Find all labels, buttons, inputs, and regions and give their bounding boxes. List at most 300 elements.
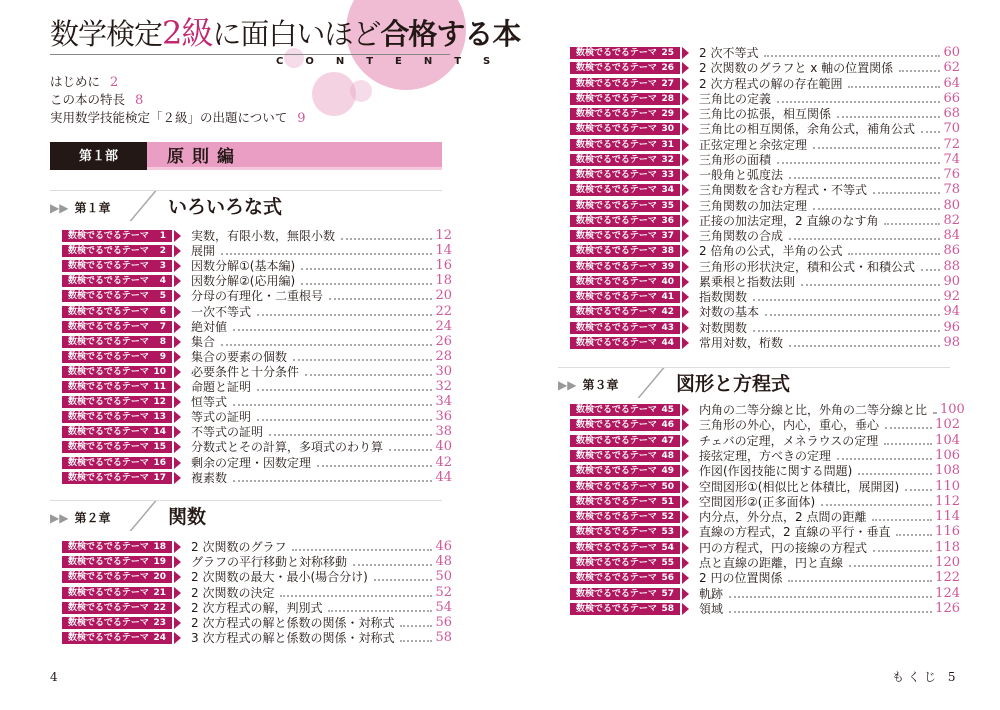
theme-badge: 数検でるでるテーマ 29 <box>570 108 680 120</box>
book-title: 数学検定2級に面白いほど合格する本 <box>50 14 521 52</box>
entry-page: 38 <box>435 424 452 440</box>
entry-title: 内角の二等分線と比，外角の二等分線と比 <box>699 403 930 417</box>
entry-title: 3 次方程式の解と係数の関係・対称式 <box>191 631 397 645</box>
leader-dots <box>729 590 932 598</box>
arrow-icon <box>682 62 689 74</box>
arrow-icon <box>682 200 689 212</box>
arrow-icon <box>174 602 181 614</box>
entry-title: 複素数 <box>191 471 230 485</box>
leader-dots <box>873 544 932 552</box>
arrow-icon <box>174 230 181 242</box>
play-icon: ▶▶ <box>50 511 69 525</box>
entry-title: 正接の加法定理，2 直線のなす角 <box>699 214 881 228</box>
arrow-icon <box>682 78 689 90</box>
arrow-icon <box>174 275 181 287</box>
arrow-icon <box>682 322 689 334</box>
arrow-icon <box>682 603 689 615</box>
leader-dots <box>233 474 432 482</box>
entry-page: 60 <box>943 45 960 60</box>
entry-page: 118 <box>935 539 960 555</box>
leader-dots <box>328 604 432 612</box>
toc-entry[interactable] <box>570 510 960 524</box>
toc-entry[interactable] <box>570 464 960 478</box>
arrow-icon <box>682 245 689 257</box>
entry-title: 三角関数の合成 <box>699 229 786 243</box>
entry-title: 2 次関数の決定 <box>191 586 277 600</box>
toc-entry[interactable] <box>62 586 452 600</box>
entry-title: 三角形の面積 <box>699 153 774 167</box>
arrow-icon <box>682 542 689 554</box>
leader-dots <box>389 443 432 451</box>
entry-title: 三角形の形状決定，積和公式・和積公式 <box>699 260 918 274</box>
leader-dots <box>765 308 940 316</box>
arrow-icon <box>682 526 689 538</box>
arrow-icon <box>174 351 181 363</box>
leader-dots <box>848 247 940 255</box>
theme-badge: 数検でるでるテーマ 46 <box>570 419 680 431</box>
theme-badge: 数検でるでるテーマ 47 <box>570 435 680 447</box>
toc-entry[interactable] <box>62 601 452 615</box>
entry-title: 内分点，外分点，2 点間の距離 <box>699 510 869 524</box>
theme-badge: 数検でるでるテーマ 52 <box>570 511 680 523</box>
part-banner: 第１部 原則編 <box>50 142 442 170</box>
leader-dots <box>729 605 932 613</box>
entry-title: 指数関数 <box>699 290 750 304</box>
arrow-icon <box>174 457 181 469</box>
toc-entry[interactable] <box>570 587 960 601</box>
entry-page: 90 <box>943 273 960 289</box>
toc-entry[interactable] <box>570 153 960 167</box>
theme-badge: 数検でるでるテーマ 49 <box>570 465 680 477</box>
theme-badge: 数検でるでるテーマ 45 <box>570 404 680 416</box>
leader-dots <box>848 80 940 88</box>
entry-page: 102 <box>935 417 960 433</box>
entry-title: 剰余の定理・因数定理 <box>191 456 314 470</box>
entry-title: 等式の証明 <box>191 410 254 424</box>
entry-page: 92 <box>943 289 960 305</box>
entry-page: 70 <box>943 121 960 137</box>
theme-badge: 数検でるでるテーマ 38 <box>570 245 680 257</box>
intro-link[interactable]: 実用数学技能検定「２級」の出題について 9 <box>50 110 306 126</box>
arrow-icon <box>682 230 689 242</box>
toc-entry[interactable] <box>570 449 960 463</box>
entry-page: 54 <box>435 599 452 615</box>
toc-entry[interactable] <box>62 244 452 258</box>
toc-entry[interactable] <box>570 122 960 136</box>
toc-entry[interactable] <box>570 418 960 432</box>
theme-badge: 数検でるでるテーマ 22 <box>62 602 172 614</box>
toc-entry[interactable] <box>62 440 452 454</box>
toc-entry[interactable] <box>570 434 960 448</box>
leader-dots <box>764 49 940 57</box>
leader-dots <box>293 353 432 361</box>
arrow-icon <box>682 337 689 349</box>
leader-dots <box>849 559 932 567</box>
toc-entry[interactable] <box>570 260 960 274</box>
toc-entry[interactable] <box>62 274 452 288</box>
entry-title: 空間図形①(相似比と体積比，展開図) <box>699 480 902 494</box>
entry-title: 2 次関数のグラフと x 軸の位置関係 <box>699 61 896 75</box>
theme-badge: 数検でるでるテーマ 39 <box>570 261 680 273</box>
entry-title: 集合の要素の個数 <box>191 350 290 364</box>
entry-title: 空間図形②(正多面体) <box>699 495 818 509</box>
theme-badge: 数検でるでるテーマ 17 <box>62 472 172 484</box>
toc-entry[interactable] <box>570 525 960 539</box>
entry-page: 66 <box>943 90 960 106</box>
entry-page: 98 <box>943 334 960 350</box>
arrow-icon <box>174 290 181 302</box>
toc-entry[interactable] <box>570 199 960 213</box>
toc-entry[interactable] <box>62 380 452 394</box>
leader-dots <box>400 634 432 642</box>
toc-entry[interactable] <box>62 616 452 630</box>
entry-page: 28 <box>435 348 452 364</box>
toc-entry[interactable] <box>62 395 452 409</box>
entry-page: 108 <box>935 463 960 479</box>
toc-entry[interactable] <box>570 480 960 494</box>
entry-page: 126 <box>935 600 960 616</box>
entry-title: 命題と証明 <box>191 380 254 394</box>
entry-page: 114 <box>935 509 960 525</box>
toc-entry[interactable] <box>62 471 452 485</box>
theme-badge: 数検でるでるテーマ 42 <box>570 306 680 318</box>
entry-page: 50 <box>435 569 452 585</box>
theme-badge: 数検でるでるテーマ 57 <box>570 588 680 600</box>
theme-badge: 数検でるでるテーマ 5 <box>62 290 172 302</box>
entry-title: 常用対数，桁数 <box>699 336 786 350</box>
theme-badge: 数検でるでるテーマ 40 <box>570 276 680 288</box>
toc-entry[interactable] <box>570 402 965 417</box>
toc-entry[interactable] <box>62 631 452 645</box>
arrow-icon <box>174 366 181 378</box>
arrow-icon <box>682 404 689 416</box>
toc-entry[interactable] <box>570 168 960 182</box>
leader-dots <box>905 483 932 491</box>
entry-title: 接弦定理，方べきの定理 <box>699 449 834 463</box>
theme-badge: 数検でるでるテーマ 3 <box>62 260 172 272</box>
entry-title: 一次不等式 <box>191 305 254 319</box>
theme-badge: 数検でるでるテーマ 41 <box>570 291 680 303</box>
theme-badge: 数検でるでるテーマ 16 <box>62 457 172 469</box>
entry-title: 対数関数 <box>699 321 750 335</box>
arrow-icon <box>682 123 689 135</box>
entry-page: 30 <box>435 363 452 379</box>
arrow-icon <box>174 306 181 318</box>
entry-title: 分母の有理化・二重根号 <box>191 289 326 303</box>
arrow-icon <box>174 411 181 423</box>
arrow-icon <box>682 184 689 196</box>
toc-entry[interactable] <box>570 556 960 570</box>
entry-page: 120 <box>935 555 960 570</box>
entry-title: 2 次方程式の解，判別式 <box>191 601 325 615</box>
arrow-icon <box>682 557 689 569</box>
leader-dots <box>933 406 937 414</box>
arrow-icon <box>174 556 181 568</box>
entry-page: 88 <box>943 258 960 274</box>
toc-entry[interactable] <box>570 571 960 585</box>
theme-badge: 数検でるでるテーマ 12 <box>62 396 172 408</box>
toc-entry[interactable] <box>570 92 960 106</box>
arrow-icon <box>174 587 181 599</box>
arrow-icon <box>174 472 181 484</box>
leader-dots <box>896 528 932 536</box>
entry-title: 展開 <box>191 244 218 258</box>
arrow-icon <box>682 511 689 523</box>
leader-dots <box>801 278 940 286</box>
entry-page: 20 <box>435 288 452 304</box>
toc-entry[interactable] <box>62 289 452 303</box>
theme-badge: 数検でるでるテーマ 43 <box>570 322 680 334</box>
theme-badge: 数検でるでるテーマ 48 <box>570 450 680 462</box>
toc-entry[interactable] <box>570 61 960 75</box>
leader-dots <box>341 232 432 240</box>
entry-title: 一般角と弧度法 <box>699 168 786 182</box>
theme-badge: 数検でるでるテーマ 28 <box>570 93 680 105</box>
leader-dots <box>257 383 432 391</box>
arrow-icon <box>682 215 689 227</box>
leader-dots <box>374 573 433 581</box>
entry-title: 三角関数の加法定理 <box>699 199 810 213</box>
toc-entry[interactable] <box>570 541 960 555</box>
decor-circle <box>350 80 372 102</box>
leader-dots <box>813 202 940 210</box>
arrow-icon <box>682 291 689 303</box>
toc-entry[interactable] <box>62 555 452 569</box>
theme-badge: 数検でるでるテーマ 55 <box>570 557 680 569</box>
entry-title: チェバの定理，メネラウスの定理 <box>699 434 881 448</box>
arrow-icon <box>174 426 181 438</box>
entry-page: 124 <box>935 585 960 601</box>
entry-page: 74 <box>943 151 960 167</box>
entry-page: 72 <box>943 136 960 152</box>
arrow-icon <box>174 336 181 348</box>
arrow-icon <box>682 139 689 151</box>
arrow-icon <box>174 541 181 553</box>
entry-page: 80 <box>943 197 960 213</box>
arrow-icon <box>682 47 689 59</box>
theme-badge: 数検でるでるテーマ 27 <box>570 78 680 90</box>
theme-badge: 数検でるでるテーマ 13 <box>62 411 172 423</box>
toc-entry[interactable] <box>570 46 960 60</box>
leader-dots <box>873 186 940 194</box>
toc-entry[interactable] <box>570 602 960 616</box>
entry-title: 三角比の定義 <box>699 92 774 106</box>
leader-dots <box>789 339 940 347</box>
entry-title: 因数分解①(基本編) <box>191 259 298 273</box>
leader-dots <box>221 247 432 255</box>
arrow-icon <box>682 450 689 462</box>
toc-entry[interactable] <box>62 320 452 334</box>
toc-entry[interactable] <box>570 229 960 243</box>
entry-title: 正弦定理と余弦定理 <box>699 138 810 152</box>
theme-badge: 数検でるでるテーマ 6 <box>62 306 172 318</box>
entry-page: 82 <box>943 212 960 228</box>
leader-dots <box>233 323 432 331</box>
arrow-icon <box>174 632 181 644</box>
theme-badge: 数検でるでるテーマ 54 <box>570 542 680 554</box>
chapter-heading: ▶▶ 第２章 関数 <box>50 500 442 533</box>
theme-badge: 数検でるでるテーマ 26 <box>570 62 680 74</box>
toc-entry[interactable] <box>62 365 452 379</box>
toc-entry[interactable] <box>570 138 960 152</box>
leader-dots <box>753 293 940 301</box>
theme-badge: 数検でるでるテーマ 24 <box>62 632 172 644</box>
theme-badge: 数検でるでるテーマ 8 <box>62 336 172 348</box>
entry-title: 領域 <box>699 602 726 616</box>
entry-page: 86 <box>943 243 960 259</box>
toc-entry[interactable] <box>62 410 452 424</box>
arrow-icon <box>174 260 181 272</box>
arrow-icon <box>682 108 689 120</box>
entry-page: 12 <box>435 228 452 243</box>
toc-entry[interactable] <box>570 244 960 258</box>
leader-dots <box>233 398 432 406</box>
entry-title: 集合 <box>191 335 218 349</box>
title-rule <box>50 54 450 55</box>
entry-title: 円の方程式，円の接線の方程式 <box>699 541 870 555</box>
entry-page: 42 <box>435 454 452 470</box>
entry-title: 実数，有限小数，無限小数 <box>191 229 338 243</box>
entry-page: 112 <box>935 493 960 509</box>
leader-dots <box>884 437 932 445</box>
leader-dots <box>301 277 432 285</box>
entry-page: 76 <box>943 167 960 183</box>
theme-badge: 数検でるでるテーマ 25 <box>570 47 680 59</box>
entry-title: 必要条件と十分条件 <box>191 365 302 379</box>
entry-page: 34 <box>435 394 452 410</box>
play-icon: ▶▶ <box>558 378 577 392</box>
intro-link[interactable]: この本の特長 8 <box>50 92 144 108</box>
toc-entry[interactable] <box>62 259 452 273</box>
toc-entry[interactable] <box>62 570 452 584</box>
leader-dots <box>221 338 432 346</box>
entry-title: 2 次関数のグラフ <box>191 540 289 554</box>
arrow-icon <box>682 496 689 508</box>
leader-dots <box>899 64 940 72</box>
entry-page: 14 <box>435 243 452 259</box>
theme-badge: 数検でるでるテーマ 33 <box>570 169 680 181</box>
toc-entry[interactable] <box>570 336 960 350</box>
arrow-icon <box>682 481 689 493</box>
entry-title: 2 倍角の公式，半角の公式 <box>699 244 845 258</box>
leader-dots <box>789 232 940 240</box>
entry-page: 48 <box>435 554 452 570</box>
decor-circle <box>312 72 356 116</box>
toc-entry[interactable] <box>570 183 960 197</box>
theme-badge: 数検でるでるテーマ 10 <box>62 366 172 378</box>
toc-entry[interactable] <box>570 321 960 335</box>
entry-page: 104 <box>935 432 960 448</box>
leader-dots <box>921 125 940 133</box>
leader-dots <box>329 292 432 300</box>
toc-entry[interactable] <box>570 495 960 509</box>
entry-page: 36 <box>435 409 452 425</box>
entry-title: 2 次方程式の解の存在範囲 <box>699 77 845 91</box>
leader-dots <box>821 498 932 506</box>
arrow-icon <box>174 396 181 408</box>
intro-link[interactable]: はじめに 2 <box>50 74 119 90</box>
theme-badge: 数検でるでるテーマ 18 <box>62 541 172 553</box>
arrow-icon <box>174 321 181 333</box>
leader-dots <box>269 428 432 436</box>
leader-dots <box>885 421 932 429</box>
leader-dots <box>777 156 940 164</box>
theme-badge: 数検でるでるテーマ 44 <box>570 337 680 349</box>
entry-title: 点と直線の距離，円と直線 <box>699 556 846 570</box>
leader-dots <box>858 467 932 475</box>
theme-badge: 数検でるでるテーマ 36 <box>570 215 680 227</box>
theme-badge: 数検でるでるテーマ 19 <box>62 556 172 568</box>
leader-dots <box>257 308 432 316</box>
leader-dots <box>292 543 432 551</box>
entry-page: 16 <box>435 258 452 274</box>
toc-entry[interactable] <box>62 305 452 319</box>
toc-entry[interactable] <box>62 456 452 470</box>
entry-title: 直線の方程式，2 直線の平行・垂直 <box>699 525 893 539</box>
entry-title: 2 次関数の最大・最小(場合分け) <box>191 570 371 584</box>
leader-dots <box>305 368 432 376</box>
arrow-icon <box>174 245 181 257</box>
leader-dots <box>837 110 940 118</box>
theme-badge: 数検でるでるテーマ 15 <box>62 441 172 453</box>
arrow-icon <box>174 617 181 629</box>
arrow-icon <box>682 306 689 318</box>
toc-entry[interactable] <box>570 214 960 228</box>
chapter-heading: ▶▶ 第３章 図形と方程式 <box>558 367 950 400</box>
theme-badge: 数検でるでるテーマ 14 <box>62 426 172 438</box>
toc-entry[interactable] <box>570 275 960 289</box>
leader-dots <box>400 619 432 627</box>
toc-entry[interactable] <box>570 107 960 121</box>
theme-badge: 数検でるでるテーマ 1 <box>62 230 172 242</box>
entry-title: 三角比の拡張，相互関係 <box>699 107 834 121</box>
entry-page: 44 <box>435 469 452 485</box>
theme-badge: 数検でるでるテーマ 30 <box>570 123 680 135</box>
entry-title: 因数分解②(応用編) <box>191 274 298 288</box>
arrow-icon <box>682 419 689 431</box>
entry-title: 絶対値 <box>191 320 230 334</box>
theme-badge: 数検でるでるテーマ 31 <box>570 139 680 151</box>
toc-entry[interactable] <box>570 290 960 304</box>
theme-badge: 数検でるでるテーマ 32 <box>570 154 680 166</box>
chapter-heading: ▶▶ 第１章 いろいろな式 <box>50 190 442 223</box>
theme-badge: 数検でるでるテーマ 53 <box>570 526 680 538</box>
theme-badge: 数検でるでるテーマ 37 <box>570 230 680 242</box>
leader-dots <box>813 141 940 149</box>
leader-dots <box>884 217 940 225</box>
entry-page: 24 <box>435 318 452 334</box>
toc-entry[interactable] <box>62 335 452 349</box>
entry-page: 18 <box>435 273 452 289</box>
page-number-left: 4 <box>50 670 58 684</box>
toc-entry[interactable] <box>62 540 452 554</box>
toc-entry[interactable] <box>62 425 452 439</box>
entry-title: 三角比の相互関係，余角公式，補角公式 <box>699 122 918 136</box>
toc-entry[interactable] <box>62 229 452 243</box>
toc-entry[interactable] <box>62 350 452 364</box>
entry-page: 116 <box>935 524 960 540</box>
entry-page: 68 <box>943 106 960 122</box>
theme-badge: 数検でるでるテーマ 34 <box>570 184 680 196</box>
page-footer-right: もくじ 5 <box>892 670 960 684</box>
toc-entry[interactable] <box>570 77 960 91</box>
arrow-icon <box>174 441 181 453</box>
arrow-icon <box>682 276 689 288</box>
entry-page: 26 <box>435 333 452 349</box>
entry-title: 三角関数を含む方程式・不等式 <box>699 183 870 197</box>
toc-entry[interactable] <box>570 305 960 319</box>
entry-page: 22 <box>435 303 452 319</box>
